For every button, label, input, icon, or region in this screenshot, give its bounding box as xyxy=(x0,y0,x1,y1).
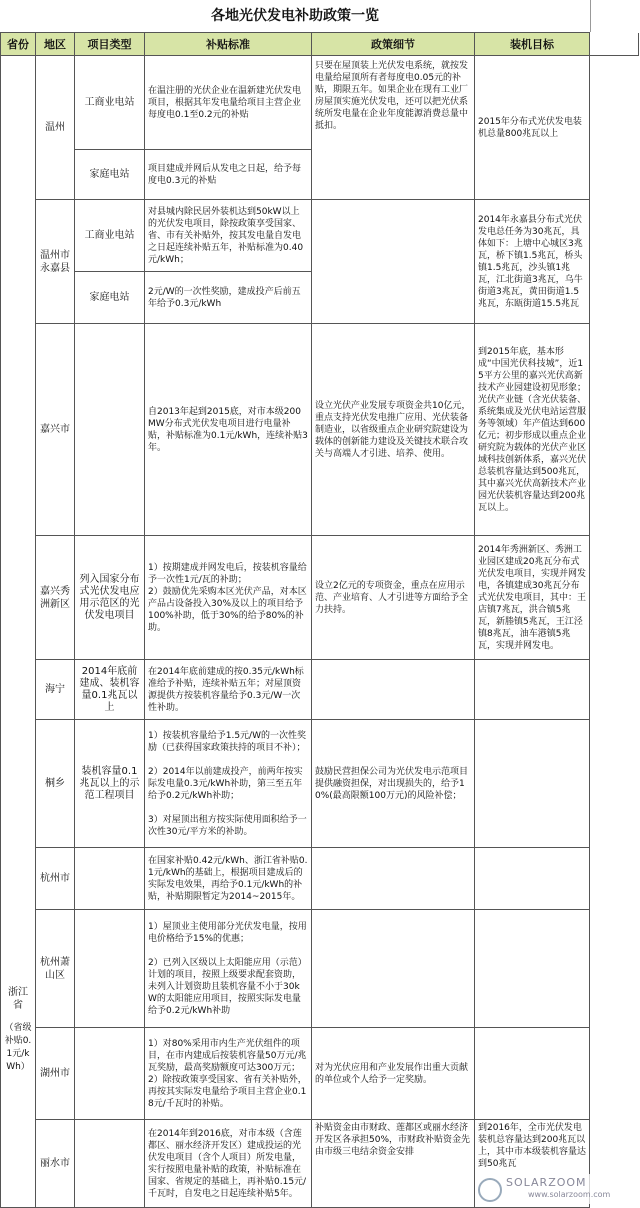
table-row xyxy=(1,56,639,150)
type-cell: 装机容量0.1兆瓦以上的示范工程项目 xyxy=(75,720,145,848)
region-cell: 湖州市 xyxy=(36,1028,75,1120)
target-cell: 到2016年，全市光伏发电装机总容量达到200兆瓦以上，其中市本级装机容量达到50兆瓦 xyxy=(475,1120,590,1208)
target-cell xyxy=(475,720,590,848)
type-cell xyxy=(75,1028,145,1120)
header-region: 地区 xyxy=(36,33,75,56)
target-cell xyxy=(475,910,590,1028)
region-cell: 海宁 xyxy=(36,660,75,720)
policy-cell: 设立光伏产业发展专项资金共10亿元，重点支持光伏发电推广应用、光伏装备制造业，以省级重点企业研究院建设为载体的创新能力建设及关键技术联合攻关与高端人才引进、培养、使用。 xyxy=(312,324,475,536)
subsidy-cell: 1）按期建成并网发电后，按装机容量给予一次性1元/瓦的补助； 2）鼓励优先采购本区光伏产品，对本区产品占设备投入30%及以上的项目给予100%补助，低于30%的给予80%的补助。 xyxy=(145,536,312,660)
type-cell xyxy=(75,910,145,1028)
header-policy: 政策细节 xyxy=(312,33,475,56)
header-subsidy: 补贴标准 xyxy=(145,33,312,56)
table-row xyxy=(1,660,639,720)
policy-cell: 对为光伏应用和产业发展作出重大贡献的单位或个人给予一定奖励。 xyxy=(312,1028,475,1120)
header-type: 项目类型 xyxy=(75,33,145,56)
target-cell xyxy=(475,848,590,910)
table-row xyxy=(1,200,639,272)
province-name: 浙江省 xyxy=(8,987,28,1011)
table-row xyxy=(1,324,639,536)
province-cell xyxy=(1,56,36,1208)
table-row xyxy=(1,720,639,848)
region-cell: 温州市永嘉县 xyxy=(36,200,75,324)
table-row xyxy=(1,536,639,660)
policy-cell xyxy=(312,910,475,1028)
policy-cell: 鼓励民营担保公司为光伏发电示范项目提供融资担保，对出现损失的，给予10%(最高限额100万元)的风险补偿； xyxy=(312,720,475,848)
subsidy-cell: 2元/W的一次性奖励，建成投产后前五年给予0.3元/kWh xyxy=(145,272,312,324)
region-cell: 杭州市 xyxy=(36,848,75,910)
table-row xyxy=(1,848,639,910)
target-cell: 2014年秀洲新区、秀洲工业园区建成20兆瓦分布式光伏发电项目，实现并网发电，各镇建成30兆瓦分布式光伏发电项目，其中：王店镇7兆瓦，洪合镇5兆瓦，新塍镇5兆瓦，王江泾镇8兆瓦，油车港镇5兆瓦，实现并网发电。 xyxy=(475,536,590,660)
subsidy-cell: 项目建成并网后从发电之日起，给予每度电0.3元的补贴 xyxy=(145,150,312,200)
type-cell: 家庭电站 xyxy=(75,150,145,200)
table-row xyxy=(1,910,639,1028)
region-cell: 温州 xyxy=(36,56,75,200)
type-cell: 家庭电站 xyxy=(75,272,145,324)
solarzoom-logo-icon xyxy=(478,1178,502,1202)
header-blank xyxy=(590,33,639,56)
subsidy-cell: 在2014年到2016底，对市本级（含莲都区、丽水经济开发区）建成投运的光伏发电项目（含个人项目）所发电量，实行按照电量补贴的政策，补贴标准在国家、省规定的基础上，再补贴0.15元/千瓦时，自发电之日起连续补贴5年。 xyxy=(145,1120,312,1208)
type-cell: 工商业电站 xyxy=(75,56,145,150)
header-province: 省份 xyxy=(1,33,36,56)
policy-cell: 只要在屋顶装上光伏发电系统，就按发电量给屋顶所有者每度电0.05元的补贴，期限五年。如果企业在现有工业厂房屋顶实施光伏发电，还可以把光伏系统所发电量在企业年度能源消费总量中抵扣。 xyxy=(312,56,475,200)
watermark xyxy=(478,1174,638,1204)
target-cell xyxy=(475,1028,590,1120)
type-cell: 2014年底前建成、装机容量0.1兆瓦以上 xyxy=(75,660,145,720)
policy-cell: 补贴资金由市财政、莲都区或丽水经济开发区各承担50%，市财政补贴资金先由市级三电结余资金安排 xyxy=(312,1120,475,1208)
subsidy-cell: 1）屋顶业主使用部分光伏发电量，按用电价格给予15%的优惠； 2）已列入区级以上太阳能应用（示范）计划的项目，按照上级要求配套资助，未列入计划资助且装机容量不小于30kW的太阳能应用项目，按照实际发电量给予0.2元/kWh补助 xyxy=(145,910,312,1028)
target-cell: 2014年永嘉县分布式光伏发电总任务为30兆瓦，具体如下：上塘中心城区3兆瓦，桥下镇1.5兆瓦，桥头镇1.5兆瓦，沙头镇1兆瓦，江北街道3兆瓦，乌牛街道3兆瓦，黄田街道1.5兆瓦，东瓯街道15.5兆瓦 xyxy=(475,200,590,324)
type-cell: 列入国家分布式光伏发电应用示范区的光伏发电项目 xyxy=(75,536,145,660)
target-cell: 2015年分布式光伏发电装机总量800兆瓦以上 xyxy=(475,56,590,200)
right-margin xyxy=(590,56,639,1208)
subsidy-cell: 1）对80%采用市内生产光伏组件的项目，在市内建成后按装机容量50万元/兆瓦奖励，最高奖励额度可达300万元； 2）除按政策享受国家、省有关补贴外，再按其实际发电量给予项目主营企业0.18元/千瓦时的补贴。 xyxy=(145,1028,312,1120)
type-cell xyxy=(75,1120,145,1208)
table-row xyxy=(1,1028,639,1120)
type-cell: 工商业电站 xyxy=(75,200,145,272)
watermark-brand: SOLARZOOM xyxy=(506,1176,587,1189)
type-cell xyxy=(75,324,145,536)
region-cell: 嘉兴市 xyxy=(36,324,75,536)
region-cell: 丽水市 xyxy=(36,1120,75,1208)
policy-cell xyxy=(312,660,475,720)
subsidy-cell: 1）按装机容量给予1.5元/W的一次性奖励（已获得国家政策扶持的项目不补）； 2）2014年以前建成投产，前两年按实际发电量0.3元/kWh补助，第三至五年给予0.2元/kWh补助； 3）对屋顶出租方按实际使用面积给予一次性30元/平方米的补助。 xyxy=(145,720,312,848)
policy-table xyxy=(0,32,639,1208)
subsidy-cell: 在温注册的光伏企业在温新建光伏发电项目，根据其年发电量给项目主营企业每度电0.1至0.2元的补贴 xyxy=(145,56,312,150)
target-cell: 到2015年底，基本形成“中国光伏科技城”，近15平方公里的嘉兴光伏高新技术产业园建设初见形象；光伏产业链（含光伏装备、系统集成及光伏电站运营服务等领域）年产值达到600亿元；初步形成以重点企业研究院为载体的光伏产业区域科技创新体系，嘉兴光伏总装机容量达到500兆瓦，其中嘉兴光伏高新技术产业园光伏装机容量达到200兆瓦以上。 xyxy=(475,324,590,536)
policy-cell: 设立2亿元的专项资金，重点在应用示范、产业培育、人才引进等方面给予全力扶持。 xyxy=(312,536,475,660)
region-cell: 杭州萧山区 xyxy=(36,910,75,1028)
subsidy-cell: 自2013年起到2015底，对市本级200MW分布式光伏发电项目进行电量补贴，补贴标准为0.1元/kWh，连续补贴3年。 xyxy=(145,324,312,536)
watermark-url: www.solarzoom.com xyxy=(528,1190,611,1199)
page-title: 各地光伏发电补助政策一览 xyxy=(0,0,590,33)
policy-cell xyxy=(312,200,475,324)
subsidy-cell: 在国家补贴0.42元/kWh、浙江省补贴0.1元/kWh的基础上，根据项目建成后的实际发电效果，再给予0.1元/kWh的补贴，补贴期限暂定为2014~2015年。 xyxy=(145,848,312,910)
region-cell: 桐乡 xyxy=(36,720,75,848)
target-cell xyxy=(475,660,590,720)
header-row xyxy=(1,33,639,56)
subsidy-cell: 在2014年底前建成的按0.35元/kWh标准给予补贴，连续补贴五年；对屋顶资源提供方按装机容量给予0.3元/W一次性补助。 xyxy=(145,660,312,720)
province-note: （省级补贴0.1元/kWh） xyxy=(4,1023,32,1072)
type-cell xyxy=(75,848,145,910)
policy-cell xyxy=(312,848,475,910)
region-cell: 嘉兴秀洲新区 xyxy=(36,536,75,660)
subsidy-cell: 对县城内除民居外装机达到50kW以上的光伏发电项目，除按政策享受国家、省、市有关补贴外，按其发电量自发电之日起连续补贴五年，补贴标准为0.40元/kWh； xyxy=(145,200,312,272)
blank-header-cell xyxy=(590,0,640,32)
header-target: 装机目标 xyxy=(475,33,590,56)
